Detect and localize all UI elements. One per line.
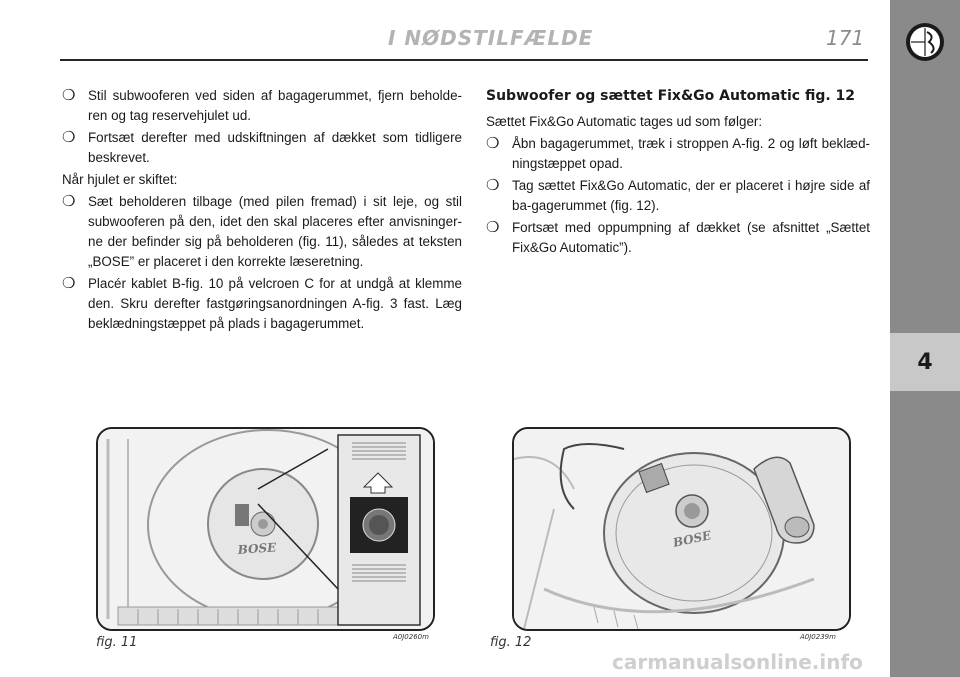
list-item: ❍ Sæt beholderen tilbage (med pilen fremad) i sit leje, og stil subwooferen på den, idet den skal placeres efter anvisninger-ne der befinder sig på beholderen (fig. 11), således at teksten „BOSE” er placeret i den korrekte læseretning. — [62, 193, 462, 269]
list-item: ❍ Åbn bagagerummet, træk i stroppen A-fig. 2 og løft beklæd-ningstæppet opad. — [486, 135, 870, 171]
bullet-icon: ❍ — [486, 219, 500, 236]
figure-12-code: A0J0239m — [800, 633, 836, 641]
chapter-tab[interactable] — [890, 333, 960, 391]
figure-12-caption: fig. 12 — [490, 635, 532, 650]
brand-logo-icon — [905, 22, 945, 62]
list-item: ❍ Tag sættet Fix&Go Automatic, der er placeret i højre side af ba-gagerummet (fig. 12). — [486, 177, 870, 213]
page-title: I NØDSTILFÆLDE — [388, 26, 594, 50]
subwoofer-fixgo-drawing — [514, 429, 849, 629]
list-item: ❍ Stil subwooferen ved siden af bagagerummet, fjern beholde-ren og tag reservehjulet ud. — [62, 87, 462, 123]
figure-11-caption: fig. 11 — [96, 635, 138, 650]
bose-brand-label: BOSE — [671, 528, 713, 550]
bullet-icon: ❍ — [486, 177, 500, 194]
chapter-number: 4 — [917, 349, 933, 375]
page-number: 171 — [826, 26, 865, 50]
figure-11-illustration — [96, 427, 435, 631]
bullet-icon: ❍ — [62, 87, 76, 104]
list-item: ❍ Fortsæt med oppumpning af dækket (se afsnittet „Sættet Fix&Go Automatic”). — [486, 219, 870, 255]
body-paragraph: Sættet Fix&Go Automatic tages ud som følger: — [486, 114, 763, 129]
list-item: ❍ Fortsæt derefter med udskiftningen af dækket som tidligere beskrevet. — [62, 129, 462, 165]
header-rule — [60, 59, 868, 61]
right-column — [486, 86, 870, 260]
body-paragraph: Når hjulet er skiftet: — [62, 172, 178, 187]
bullet-icon: ❍ — [62, 275, 76, 292]
bullet-icon: ❍ — [486, 135, 500, 152]
watermark: carmanualsonline.info — [612, 650, 863, 674]
left-column — [62, 86, 462, 336]
subwoofer-container-drawing — [98, 429, 433, 629]
bullet-icon: ❍ — [62, 193, 76, 210]
bose-brand-label: BOSE — [237, 540, 277, 557]
bullet-icon: ❍ — [62, 129, 76, 146]
figure-12-illustration — [512, 427, 851, 631]
section-heading: Subwoofer og sættet Fix&Go Automatic fig. 12 — [486, 88, 856, 104]
list-item: ❍ Placér kablet B-fig. 10 på velcroen C for at undgå at klemme den. Skru derefter fastgøringsanordningen A-fig. 3 fast. Læg beklædningstæppet på plads i bagagerummet. — [62, 275, 462, 331]
figure-11-code: A0J0260m — [393, 633, 429, 641]
